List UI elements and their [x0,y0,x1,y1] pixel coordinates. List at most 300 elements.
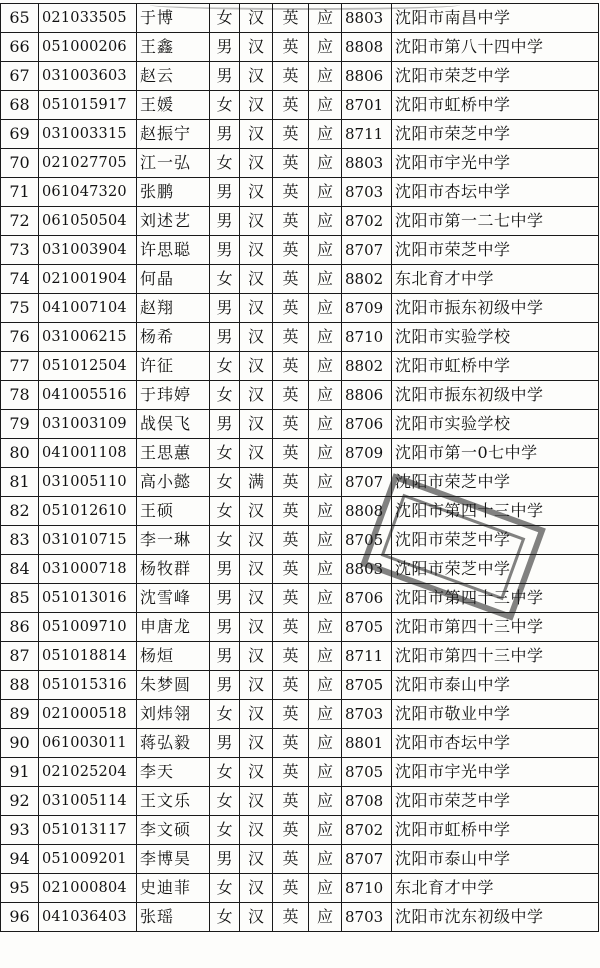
sex-cell: 女 [210,265,240,294]
ethnicity-cell: 汉 [240,120,273,149]
exam-id-cell: 051013016 [39,584,137,613]
exam-id-cell: 031000718 [39,555,137,584]
ethnicity-cell: 汉 [240,439,273,468]
roster-body [1,4,599,932]
row-number-cell: 69 [1,120,39,149]
ethnicity-cell: 汉 [240,323,273,352]
language-cell: 英 [273,207,309,236]
table-row [1,497,599,526]
exam-id-cell: 051015316 [39,671,137,700]
language-cell: 英 [273,91,309,120]
school-code-cell: 8705 [342,671,392,700]
exam-id-cell: 051000206 [39,33,137,62]
table-row [1,584,599,613]
student-name-cell: 杨牧群 [137,555,210,584]
sex-cell: 男 [210,671,240,700]
school-code-cell: 8706 [342,584,392,613]
table-row [1,903,599,932]
type-cell: 应 [309,323,342,352]
ethnicity-cell: 汉 [240,4,273,33]
school-name-cell: 东北育才中学 [392,874,599,903]
exam-id-cell: 031003904 [39,236,137,265]
school-name-cell: 沈阳市荣芝中学 [392,526,599,555]
school-code-cell: 8711 [342,642,392,671]
language-cell: 英 [273,845,309,874]
school-code-cell: 8806 [342,62,392,91]
student-name-cell: 王媛 [137,91,210,120]
school-code-cell: 8705 [342,526,392,555]
ethnicity-cell: 汉 [240,352,273,381]
ethnicity-cell: 汉 [240,671,273,700]
school-code-cell: 8710 [342,874,392,903]
sex-cell: 女 [210,149,240,178]
table-row [1,845,599,874]
row-number-cell: 65 [1,4,39,33]
ethnicity-cell: 汉 [240,845,273,874]
table-row [1,613,599,642]
table-row [1,323,599,352]
sex-cell: 女 [210,816,240,845]
row-number-cell: 68 [1,91,39,120]
exam-id-cell: 051012504 [39,352,137,381]
ethnicity-cell: 汉 [240,265,273,294]
row-number-cell: 85 [1,584,39,613]
type-cell: 应 [309,874,342,903]
type-cell: 应 [309,381,342,410]
ethnicity-cell: 汉 [240,555,273,584]
row-number-cell: 72 [1,207,39,236]
school-name-cell: 沈阳市振东初级中学 [392,294,599,323]
exam-id-cell: 021001904 [39,265,137,294]
school-name-cell: 沈阳市振东初级中学 [392,381,599,410]
language-cell: 英 [273,62,309,91]
school-code-cell: 8702 [342,816,392,845]
ethnicity-cell: 汉 [240,642,273,671]
language-cell: 英 [273,33,309,62]
sex-cell: 女 [210,903,240,932]
type-cell: 应 [309,265,342,294]
student-name-cell: 何晶 [137,265,210,294]
school-name-cell: 沈阳市荣芝中学 [392,787,599,816]
ethnicity-cell: 汉 [240,584,273,613]
table-row [1,294,599,323]
exam-id-cell: 031003315 [39,120,137,149]
student-name-cell: 王鑫 [137,33,210,62]
row-number-cell: 70 [1,149,39,178]
school-name-cell: 沈阳市荣芝中学 [392,555,599,584]
exam-id-cell: 041001108 [39,439,137,468]
student-name-cell: 高小懿 [137,468,210,497]
language-cell: 英 [273,178,309,207]
student-name-cell: 李一琳 [137,526,210,555]
school-code-cell: 8706 [342,410,392,439]
row-number-cell: 78 [1,381,39,410]
ethnicity-cell: 汉 [240,787,273,816]
exam-id-cell: 061047320 [39,178,137,207]
type-cell: 应 [309,729,342,758]
ethnicity-cell: 汉 [240,700,273,729]
table-row [1,816,599,845]
ethnicity-cell: 汉 [240,236,273,265]
language-cell: 英 [273,642,309,671]
row-number-cell: 74 [1,265,39,294]
student-name-cell: 赵翔 [137,294,210,323]
student-name-cell: 许征 [137,352,210,381]
school-code-cell: 8707 [342,468,392,497]
student-name-cell: 王思蕙 [137,439,210,468]
school-code-cell: 8709 [342,294,392,323]
table-row [1,671,599,700]
school-name-cell: 沈阳市沈东初级中学 [392,903,599,932]
row-number-cell: 81 [1,468,39,497]
school-code-cell: 8701 [342,91,392,120]
type-cell: 应 [309,642,342,671]
school-code-cell: 8808 [342,497,392,526]
language-cell: 英 [273,729,309,758]
language-cell: 英 [273,120,309,149]
table-row [1,758,599,787]
language-cell: 英 [273,526,309,555]
ethnicity-cell: 汉 [240,758,273,787]
sex-cell: 男 [210,642,240,671]
school-name-cell: 沈阳市敬业中学 [392,700,599,729]
exam-id-cell: 051018814 [39,642,137,671]
student-name-cell: 刘述艺 [137,207,210,236]
language-cell: 英 [273,381,309,410]
type-cell: 应 [309,294,342,323]
language-cell: 英 [273,816,309,845]
row-number-cell: 80 [1,439,39,468]
language-cell: 英 [273,555,309,584]
exam-id-cell: 021025204 [39,758,137,787]
exam-id-cell: 021000804 [39,874,137,903]
school-name-cell: 沈阳市第一0七中学 [392,439,599,468]
sex-cell: 男 [210,555,240,584]
language-cell: 英 [273,468,309,497]
sex-cell: 男 [210,410,240,439]
school-code-cell: 8707 [342,845,392,874]
sex-cell: 男 [210,323,240,352]
language-cell: 英 [273,352,309,381]
student-name-cell: 李文硕 [137,816,210,845]
ethnicity-cell: 汉 [240,526,273,555]
school-name-cell: 沈阳市荣芝中学 [392,236,599,265]
ethnicity-cell: 满 [240,468,273,497]
sex-cell: 女 [210,758,240,787]
student-name-cell: 张鹏 [137,178,210,207]
sex-cell: 男 [210,178,240,207]
student-name-cell: 杨烜 [137,642,210,671]
student-name-cell: 王硕 [137,497,210,526]
sex-cell: 男 [210,845,240,874]
sex-cell: 女 [210,526,240,555]
exam-id-cell: 061003011 [39,729,137,758]
language-cell: 英 [273,265,309,294]
type-cell: 应 [309,526,342,555]
exam-id-cell: 051012610 [39,497,137,526]
student-name-cell: 沈雪峰 [137,584,210,613]
language-cell: 英 [273,903,309,932]
student-name-cell: 于玮婷 [137,381,210,410]
row-number-cell: 76 [1,323,39,352]
exam-id-cell: 051009710 [39,613,137,642]
type-cell: 应 [309,555,342,584]
student-name-cell: 朱梦圆 [137,671,210,700]
school-name-cell: 沈阳市南昌中学 [392,4,599,33]
student-name-cell: 蒋弘毅 [137,729,210,758]
sex-cell: 女 [210,4,240,33]
ethnicity-cell: 汉 [240,903,273,932]
row-number-cell: 83 [1,526,39,555]
type-cell: 应 [309,33,342,62]
type-cell: 应 [309,903,342,932]
school-name-cell: 沈阳市第四十三中学 [392,584,599,613]
sex-cell: 女 [210,381,240,410]
type-cell: 应 [309,236,342,265]
type-cell: 应 [309,352,342,381]
ethnicity-cell: 汉 [240,816,273,845]
student-name-cell: 刘炜翎 [137,700,210,729]
table-row [1,120,599,149]
sex-cell: 男 [210,294,240,323]
school-name-cell: 沈阳市虹桥中学 [392,91,599,120]
sex-cell: 男 [210,33,240,62]
type-cell: 应 [309,584,342,613]
language-cell: 英 [273,439,309,468]
school-code-cell: 8703 [342,178,392,207]
table-row [1,642,599,671]
table-row [1,410,599,439]
exam-id-cell: 031005114 [39,787,137,816]
school-name-cell: 沈阳市泰山中学 [392,845,599,874]
sex-cell: 男 [210,584,240,613]
row-number-cell: 92 [1,787,39,816]
school-name-cell: 沈阳市宇光中学 [392,758,599,787]
student-name-cell: 赵云 [137,62,210,91]
table-row [1,729,599,758]
sex-cell: 女 [210,468,240,497]
row-number-cell: 86 [1,613,39,642]
school-name-cell: 沈阳市杏坛中学 [392,729,599,758]
sex-cell: 男 [210,613,240,642]
ethnicity-cell: 汉 [240,613,273,642]
row-number-cell: 91 [1,758,39,787]
type-cell: 应 [309,845,342,874]
school-name-cell: 沈阳市虹桥中学 [392,816,599,845]
school-name-cell: 沈阳市宇光中学 [392,149,599,178]
type-cell: 应 [309,758,342,787]
exam-id-cell: 041005516 [39,381,137,410]
sex-cell: 女 [210,439,240,468]
sex-cell: 男 [210,729,240,758]
school-code-cell: 8802 [342,265,392,294]
student-name-cell: 于博 [137,4,210,33]
row-number-cell: 94 [1,845,39,874]
student-name-cell: 李天 [137,758,210,787]
ethnicity-cell: 汉 [240,294,273,323]
student-name-cell: 杨希 [137,323,210,352]
student-name-cell: 战俣飞 [137,410,210,439]
table-row [1,178,599,207]
sex-cell: 女 [210,352,240,381]
type-cell: 应 [309,120,342,149]
exam-id-cell: 031003109 [39,410,137,439]
school-name-cell: 沈阳市第四十三中学 [392,642,599,671]
student-name-cell: 张瑶 [137,903,210,932]
exam-id-cell: 031005110 [39,468,137,497]
school-name-cell: 沈阳市第一二七中学 [392,207,599,236]
language-cell: 英 [273,294,309,323]
school-code-cell: 8709 [342,439,392,468]
table-row [1,33,599,62]
type-cell: 应 [309,62,342,91]
table-row [1,149,599,178]
sex-cell: 女 [210,700,240,729]
ethnicity-cell: 汉 [240,497,273,526]
table-row [1,381,599,410]
language-cell: 英 [273,149,309,178]
type-cell: 应 [309,816,342,845]
type-cell: 应 [309,178,342,207]
ethnicity-cell: 汉 [240,91,273,120]
exam-id-cell: 051015917 [39,91,137,120]
table-row [1,468,599,497]
row-number-cell: 66 [1,33,39,62]
sex-cell: 男 [210,120,240,149]
language-cell: 英 [273,410,309,439]
language-cell: 英 [273,700,309,729]
language-cell: 英 [273,874,309,903]
ethnicity-cell: 汉 [240,207,273,236]
type-cell: 应 [309,468,342,497]
row-number-cell: 79 [1,410,39,439]
school-code-cell: 8803 [342,4,392,33]
row-number-cell: 77 [1,352,39,381]
sex-cell: 女 [210,787,240,816]
row-number-cell: 88 [1,671,39,700]
language-cell: 英 [273,584,309,613]
school-name-cell: 沈阳市荣芝中学 [392,62,599,91]
school-name-cell: 沈阳市荣芝中学 [392,468,599,497]
sex-cell: 男 [210,207,240,236]
exam-id-cell: 031006215 [39,323,137,352]
ethnicity-cell: 汉 [240,874,273,903]
language-cell: 英 [273,613,309,642]
exam-id-cell: 041036403 [39,903,137,932]
row-number-cell: 90 [1,729,39,758]
ethnicity-cell: 汉 [240,729,273,758]
type-cell: 应 [309,497,342,526]
row-number-cell: 82 [1,497,39,526]
table-row [1,787,599,816]
student-name-cell: 许思聪 [137,236,210,265]
row-number-cell: 84 [1,555,39,584]
language-cell: 英 [273,4,309,33]
school-name-cell: 沈阳市杏坛中学 [392,178,599,207]
student-name-cell: 李博昊 [137,845,210,874]
type-cell: 应 [309,4,342,33]
school-name-cell: 沈阳市泰山中学 [392,671,599,700]
ethnicity-cell: 汉 [240,381,273,410]
table-row [1,91,599,120]
row-number-cell: 87 [1,642,39,671]
ethnicity-cell: 汉 [240,178,273,207]
type-cell: 应 [309,613,342,642]
language-cell: 英 [273,787,309,816]
row-number-cell: 93 [1,816,39,845]
language-cell: 英 [273,758,309,787]
table-row [1,236,599,265]
table-row [1,265,599,294]
language-cell: 英 [273,497,309,526]
student-name-cell: 史迪菲 [137,874,210,903]
table-row [1,207,599,236]
school-name-cell: 沈阳市第八十四中学 [392,33,599,62]
row-number-cell: 73 [1,236,39,265]
school-code-cell: 8705 [342,758,392,787]
school-name-cell: 东北育才中学 [392,265,599,294]
exam-id-cell: 041007104 [39,294,137,323]
school-name-cell: 沈阳市第四十三中学 [392,613,599,642]
school-code-cell: 8708 [342,787,392,816]
row-number-cell: 75 [1,294,39,323]
ethnicity-cell: 汉 [240,149,273,178]
type-cell: 应 [309,91,342,120]
school-name-cell: 沈阳市第四十三中学 [392,497,599,526]
table-row [1,874,599,903]
row-number-cell: 96 [1,903,39,932]
type-cell: 应 [309,439,342,468]
school-code-cell: 8703 [342,903,392,932]
school-name-cell: 沈阳市虹桥中学 [392,352,599,381]
exam-id-cell: 021033505 [39,4,137,33]
ethnicity-cell: 汉 [240,62,273,91]
ethnicity-cell: 汉 [240,410,273,439]
type-cell: 应 [309,787,342,816]
language-cell: 英 [273,323,309,352]
school-name-cell: 沈阳市荣芝中学 [392,120,599,149]
row-number-cell: 71 [1,178,39,207]
table-row [1,555,599,584]
school-code-cell: 8710 [342,323,392,352]
student-name-cell: 王文乐 [137,787,210,816]
table-row [1,439,599,468]
language-cell: 英 [273,236,309,265]
school-code-cell: 8806 [342,381,392,410]
school-code-cell: 8802 [342,352,392,381]
school-code-cell: 8705 [342,613,392,642]
school-code-cell: 8702 [342,207,392,236]
sex-cell: 女 [210,91,240,120]
exam-id-cell: 021027705 [39,149,137,178]
exam-id-cell: 051013117 [39,816,137,845]
row-number-cell: 67 [1,62,39,91]
school-code-cell: 8711 [342,120,392,149]
table-row [1,4,599,33]
school-name-cell: 沈阳市实验学校 [392,410,599,439]
type-cell: 应 [309,149,342,178]
sex-cell: 女 [210,874,240,903]
school-code-cell: 8707 [342,236,392,265]
type-cell: 应 [309,700,342,729]
table-row [1,62,599,91]
school-code-cell: 8803 [342,149,392,178]
student-name-cell: 江一弘 [137,149,210,178]
sex-cell: 男 [210,236,240,265]
table-row [1,526,599,555]
language-cell: 英 [273,671,309,700]
exam-id-cell: 051009201 [39,845,137,874]
